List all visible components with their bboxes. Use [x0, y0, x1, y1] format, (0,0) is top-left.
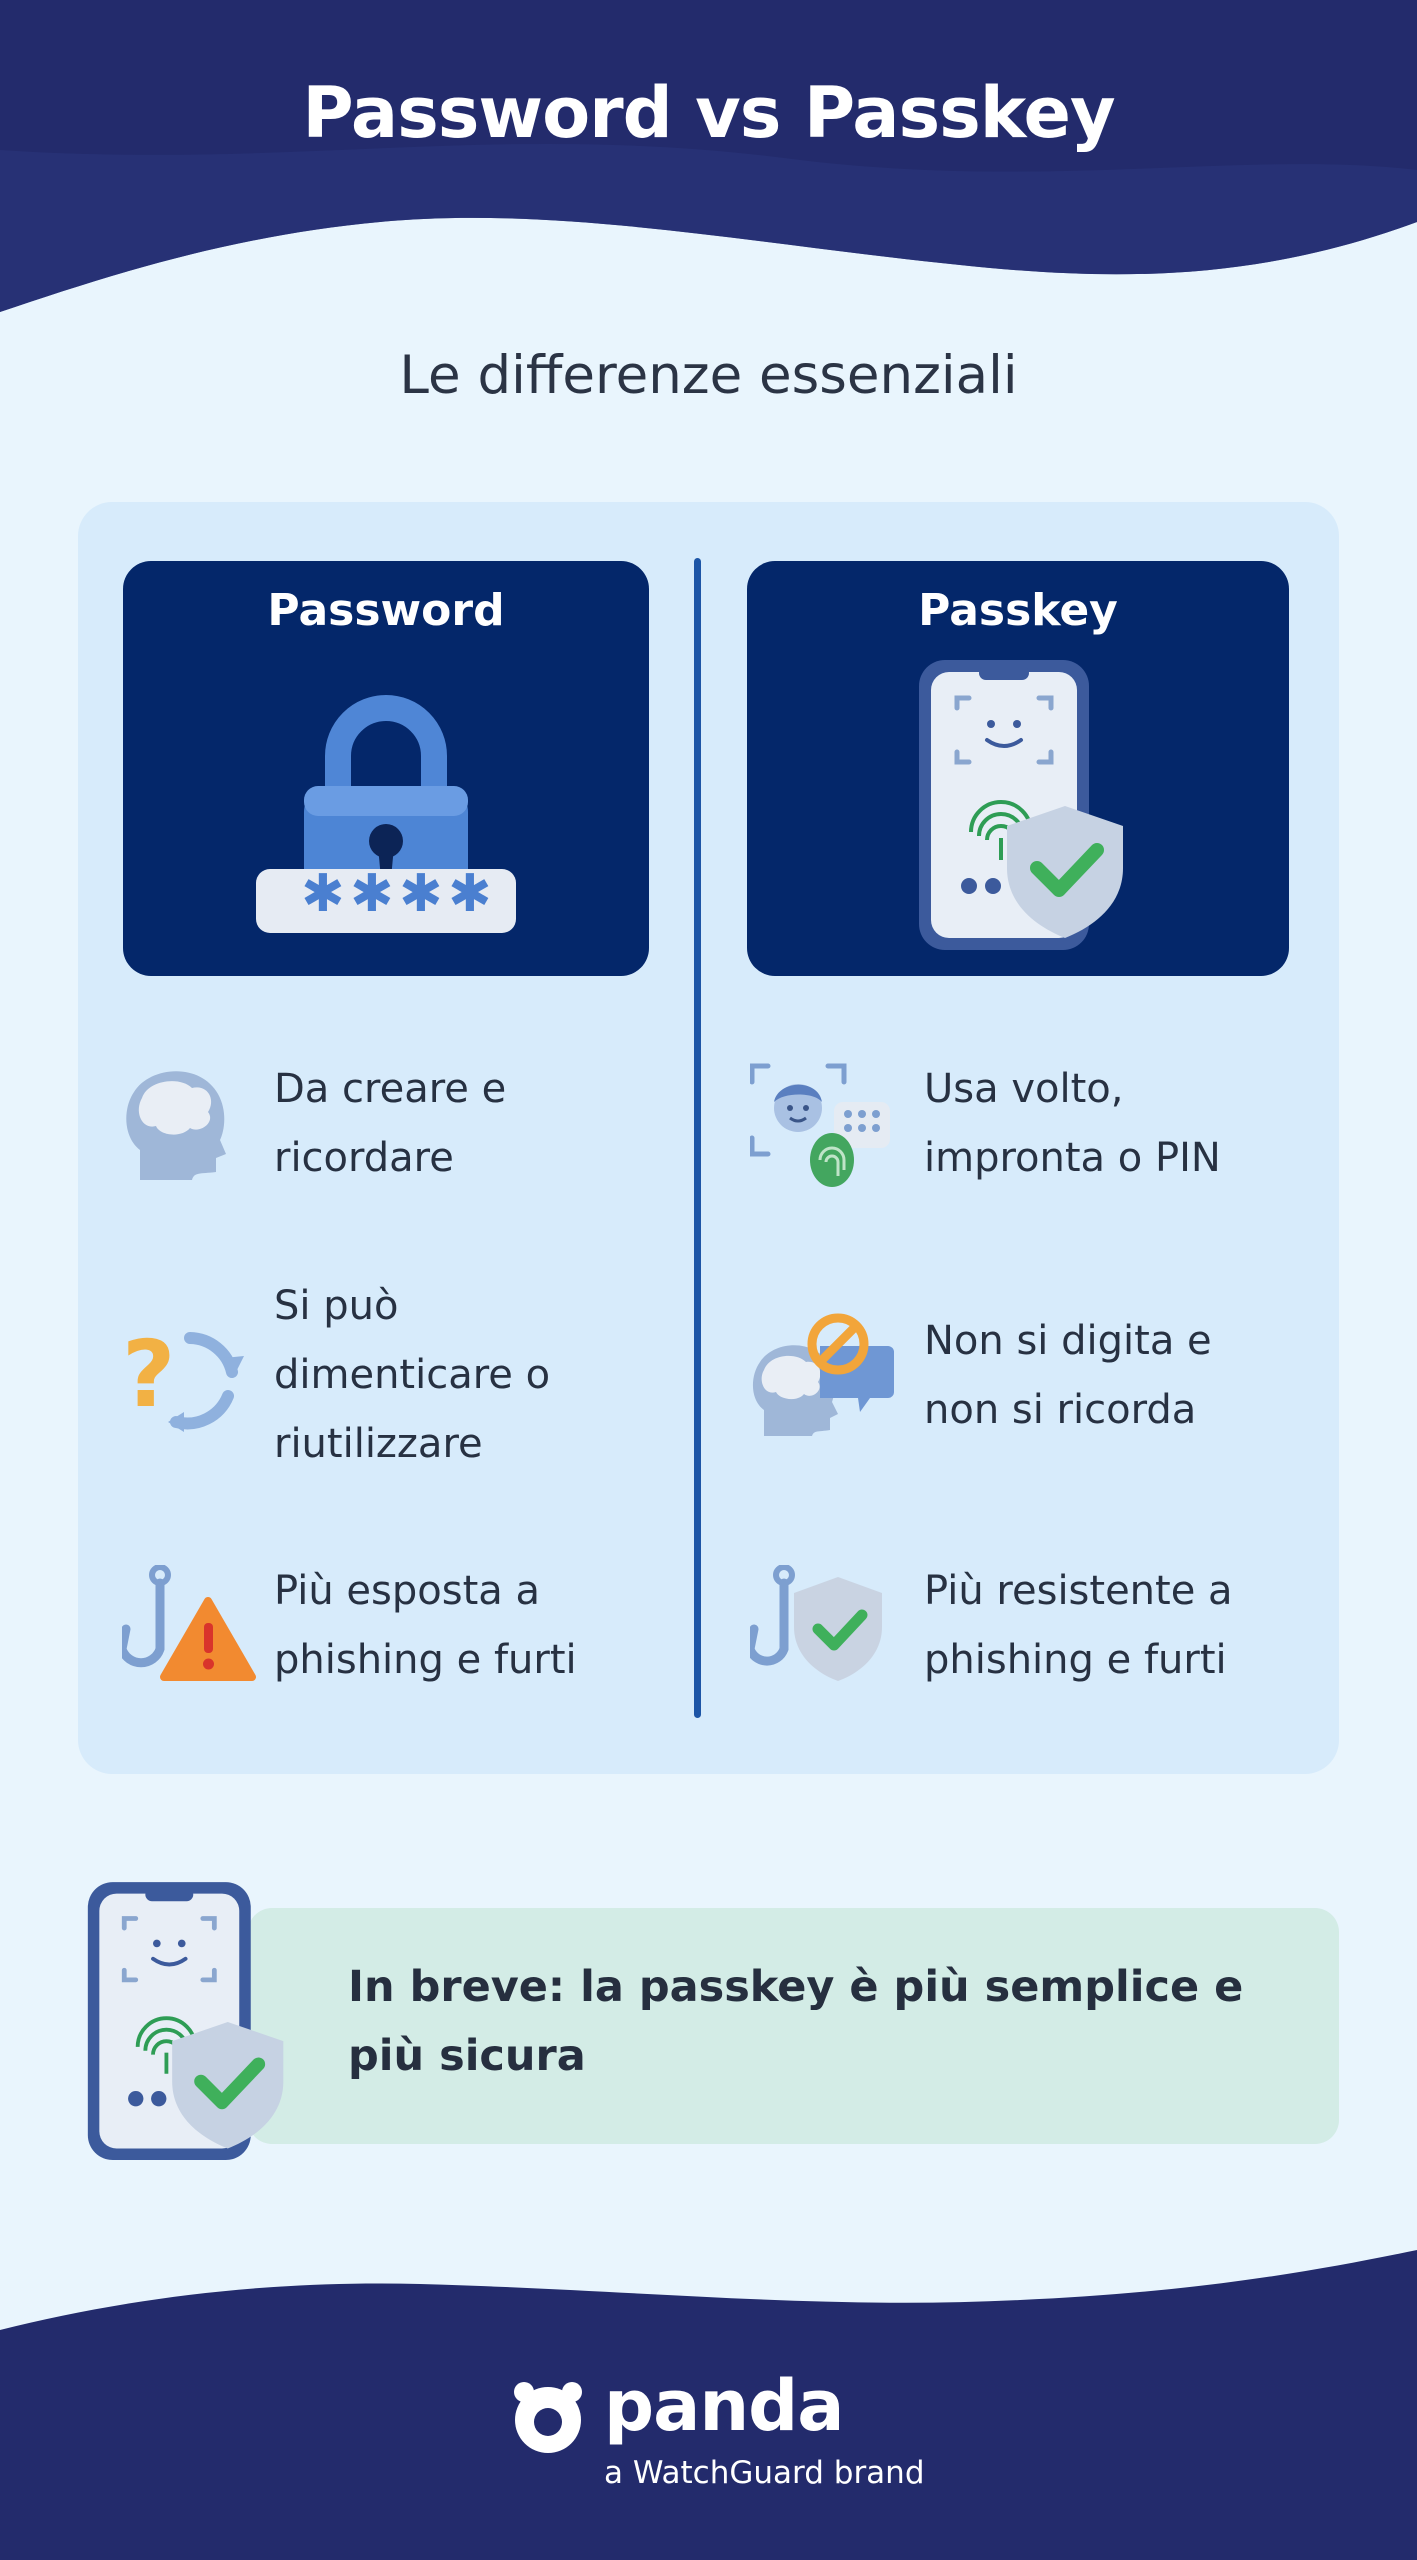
page-title: Password vs Passkey [302, 72, 1115, 154]
passkey-feature-1: Usa volto, impronta o PIN [924, 1066, 1221, 1181]
svg-text:✱: ✱ [350, 864, 394, 924]
passkey-card [747, 561, 1289, 976]
summary-phone-shield-icon [84, 1874, 314, 2170]
padlock-icon [246, 661, 526, 941]
header-band [0, 0, 1417, 330]
svg-text:✱: ✱ [399, 864, 443, 924]
passkey-feature-3: Più resistente a phishing e furti [924, 1568, 1233, 1683]
passkey-feature-2: Non si digita e non si ricorda [924, 1318, 1212, 1433]
svg-text:?: ? [122, 1321, 176, 1428]
panda-logo-icon [510, 2380, 586, 2456]
page-subtitle: Le differenze essenziali [399, 345, 1018, 406]
column-divider [694, 558, 701, 1718]
brand-tagline: a WatchGuard brand [604, 2455, 925, 2491]
svg-text:✱: ✱ [301, 864, 345, 924]
password-feature-3: Più esposta a phishing e furti [274, 1568, 577, 1683]
phone-biometric-shield-icon [907, 656, 1147, 956]
hook-warning-icon [122, 1565, 257, 1685]
head-no-typing-icon [750, 1310, 895, 1440]
brand-name: panda [604, 2365, 844, 2447]
summary-text: In breve: la passkey è più semplice e più sicura [348, 1962, 1244, 2081]
password-card-title: Password [267, 585, 505, 636]
svg-text:✱: ✱ [448, 864, 492, 924]
password-feature-2: Si può dimenticare o riutilizzare [274, 1283, 551, 1467]
brain-head-icon [120, 1060, 230, 1190]
face-fingerprint-pin-icon [750, 1062, 895, 1190]
question-cycle-icon [120, 1310, 250, 1440]
hook-shield-icon [750, 1565, 885, 1685]
passkey-card-title: Passkey [918, 585, 1118, 636]
password-card [123, 561, 649, 976]
password-feature-1: Da creare e ricordare [274, 1066, 507, 1181]
